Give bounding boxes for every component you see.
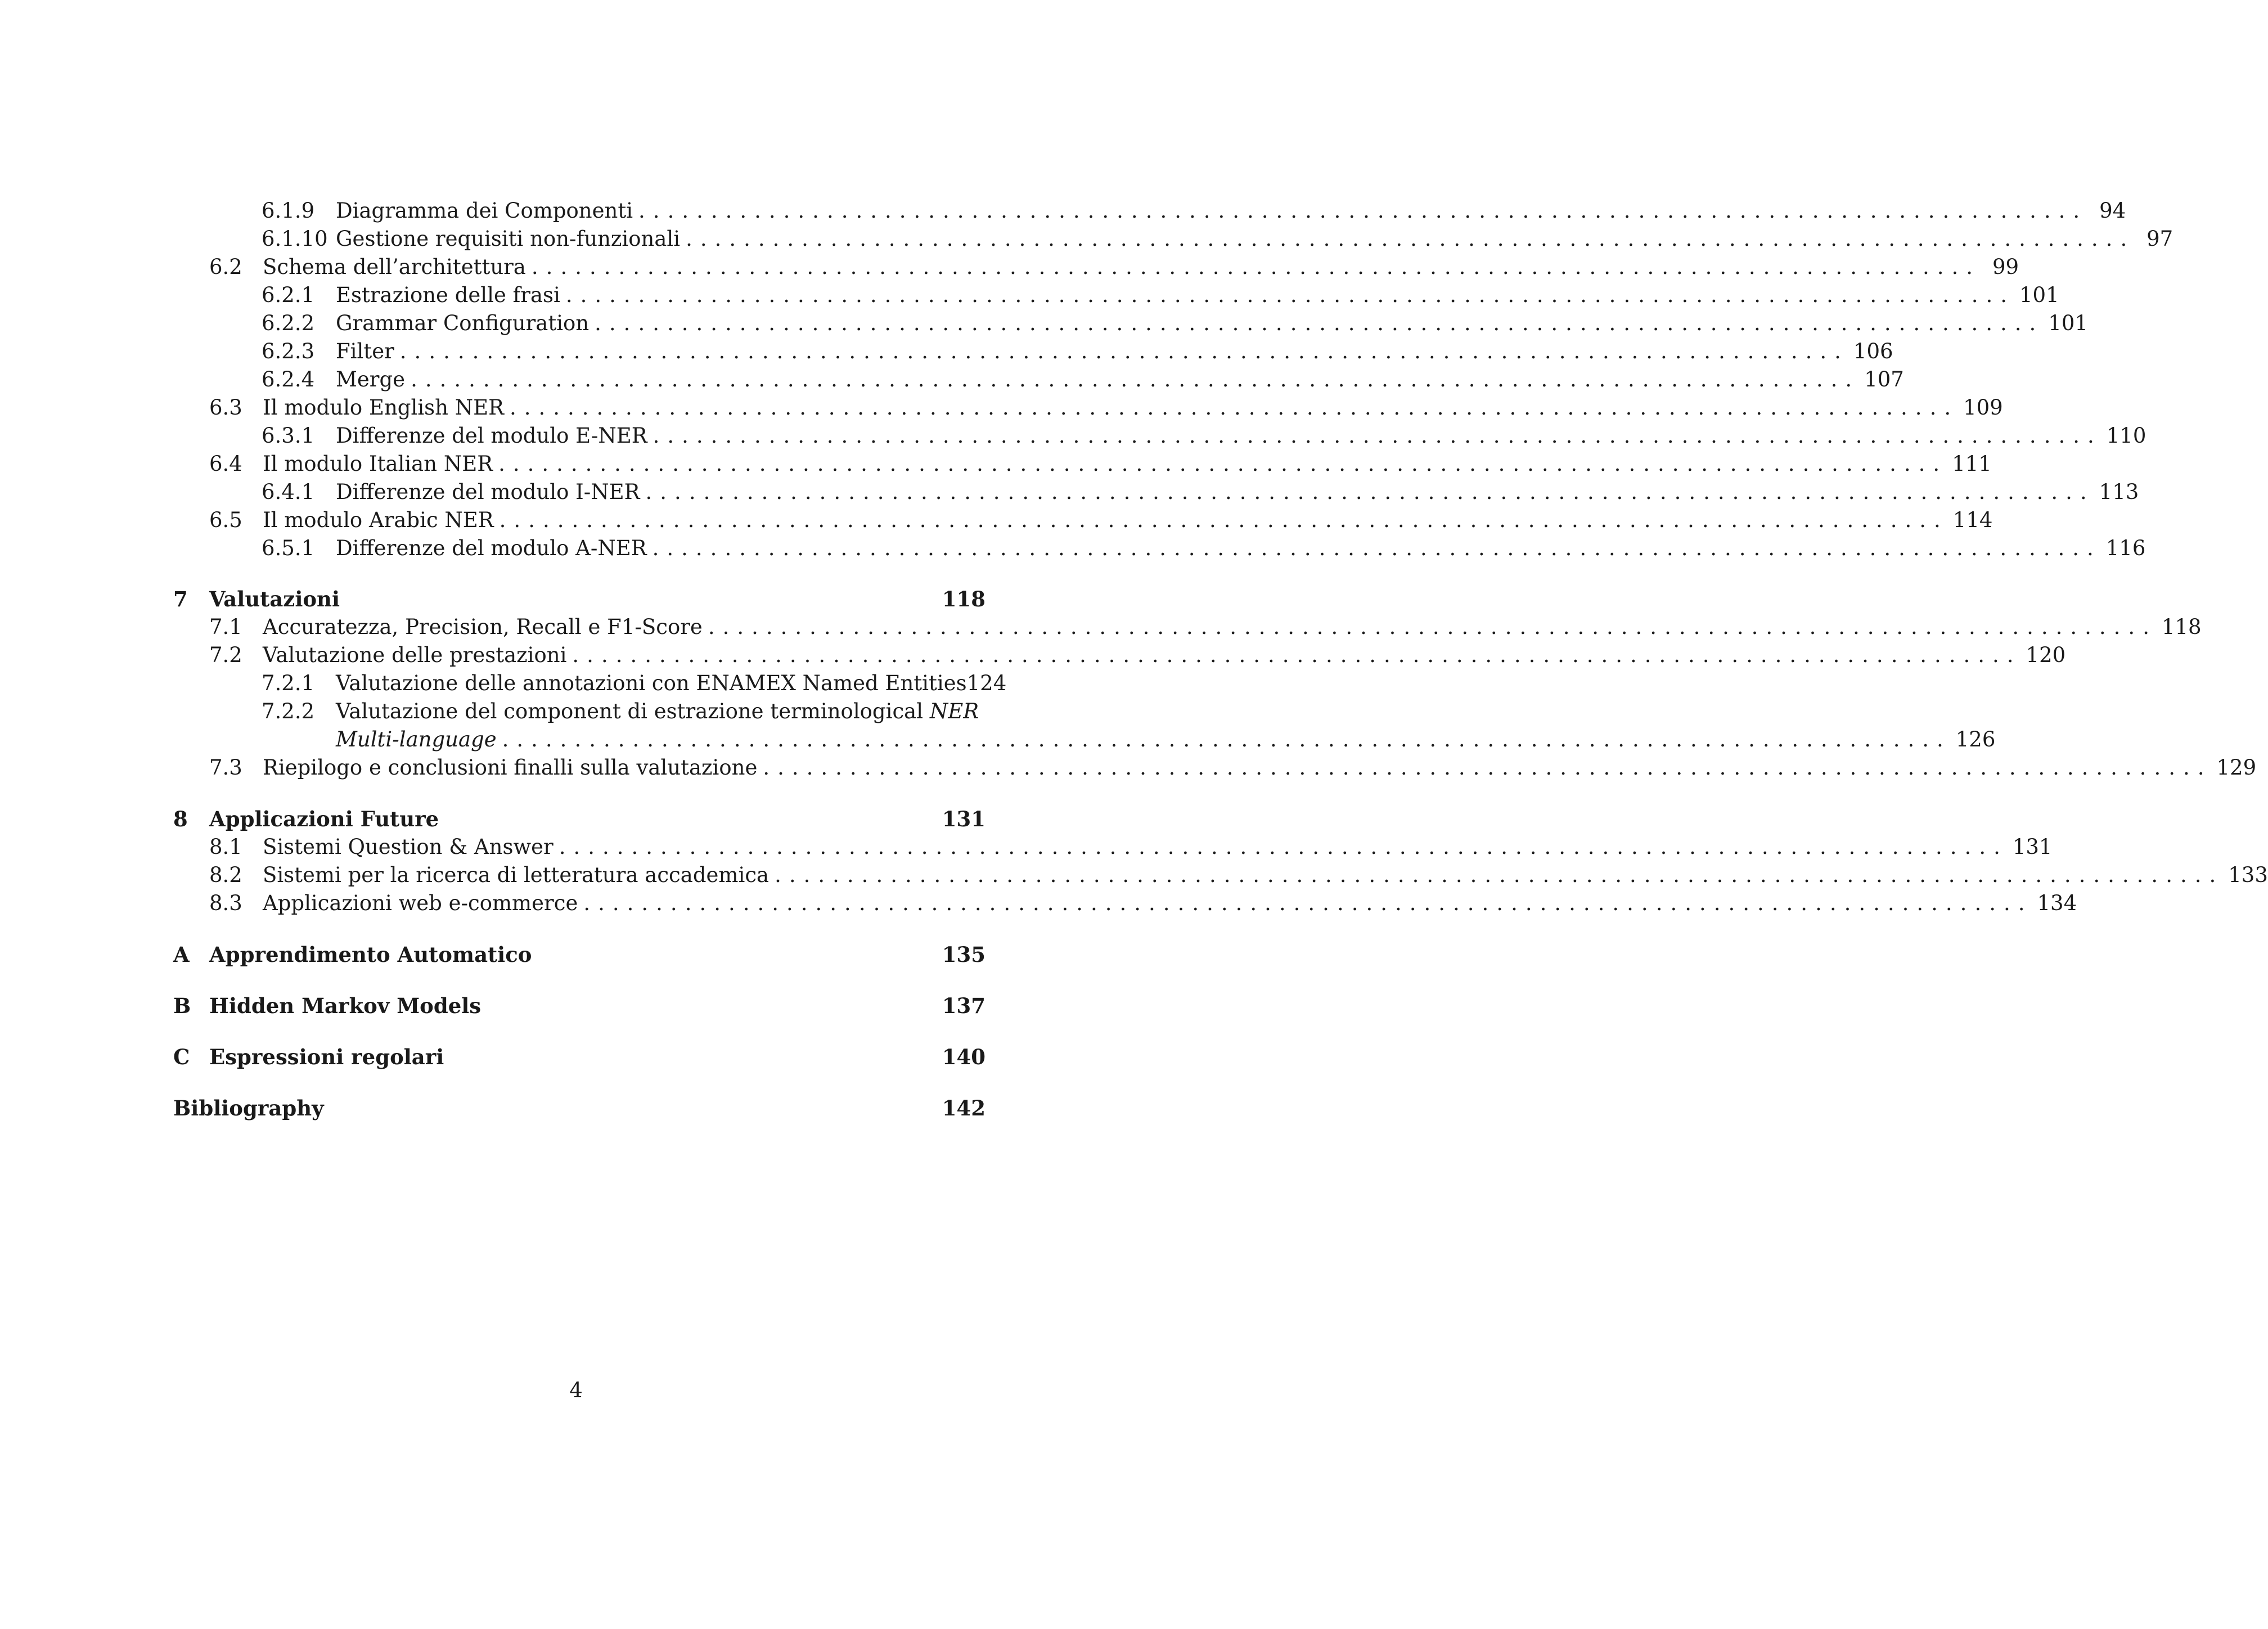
chapter-title: Hidden Markov Models (209, 993, 482, 1018)
entry-title: Filter (336, 339, 394, 363)
entry-number: 7.2 (209, 643, 242, 667)
chapter-page: 118 (942, 587, 986, 611)
dot-leader: .................................................................................................... (595, 311, 2044, 335)
entry-title: Differenze del modulo E-NER (336, 424, 647, 448)
entry-number: 7.1 (209, 615, 242, 639)
entry-page: 116 (2105, 536, 2146, 560)
dot-leader: .................................................................................................... (775, 863, 2224, 887)
entry-number: 6.4 (209, 452, 242, 476)
entry-page: 124 (966, 671, 1007, 695)
chapter-page: 135 (942, 942, 986, 967)
dot-leader: .................................................................................................... (565, 283, 2015, 307)
dot-leader: .................................................................................................... (572, 643, 2022, 667)
entry-number: 6.4.1 (262, 480, 315, 504)
chapter-title: Bibliography (173, 1096, 324, 1120)
entry-page: 106 (1853, 339, 1893, 363)
entry-title: Differenze del modulo A-NER (336, 536, 647, 560)
entry-page: 110 (2106, 424, 2146, 448)
entry-page: 114 (1952, 508, 1993, 532)
toc-entry-7-2-2-continued (173, 726, 1996, 754)
entry-page: 107 (1864, 367, 1904, 392)
entry-number: 8.3 (209, 891, 242, 915)
dot-leader: .................................................................................................... (499, 508, 1948, 532)
entry-page: 118 (2161, 615, 2202, 639)
chapter-page: 140 (942, 1045, 986, 1069)
toc-entry-6-4 (173, 450, 1992, 478)
toc-entry-8-3 (173, 889, 2077, 917)
dot-leader: .................................................................................................... (763, 755, 2212, 780)
toc-entry-6-2-3 (173, 338, 1893, 366)
entry-page: 101 (2048, 311, 2088, 335)
entry-page: 131 (2012, 835, 2053, 859)
entry-page: 99 (1992, 255, 2019, 279)
entry-title: Diagramma dei Componenti (336, 199, 633, 223)
toc-entry-6-2-2 (173, 309, 2088, 338)
chapter-title: Valutazioni (209, 587, 340, 611)
entry-number: 8.2 (209, 863, 242, 887)
entry-number: 6.1.10 (262, 227, 328, 251)
entry-title: Il modulo English NER (263, 395, 504, 420)
entry-number: 6.5 (209, 508, 242, 532)
entry-title (336, 698, 979, 726)
toc-chapter-8 (173, 805, 986, 833)
toc-entry-8-2 (173, 861, 2268, 889)
entry-page: 101 (2019, 283, 2059, 307)
entry-page: 120 (2026, 643, 2066, 667)
entry-number: 6.2.4 (262, 367, 315, 392)
toc-appendix-b (173, 992, 986, 1020)
entry-title: Il modulo Italian NER (263, 452, 493, 476)
entry-title: Sistemi per la ricerca di letteratura accademica (263, 863, 770, 887)
entry-number: 7.3 (209, 755, 242, 780)
toc-entry-7-3 (173, 754, 2257, 782)
toc-entry-7-2-2 (173, 698, 986, 726)
entry-title-continued: Multi-language (336, 727, 497, 752)
chapter-title: Apprendimento Automatico (209, 942, 532, 967)
table-of-contents (173, 197, 2268, 1122)
toc-entry-6-3 (173, 394, 2003, 422)
entry-number: 6.2.2 (262, 311, 315, 335)
toc-entry-6-5 (173, 506, 1993, 534)
dot-leader: .................................................................................................... (645, 480, 2095, 504)
entry-title: Accuratezza, Precision, Recall e F1-Score (263, 615, 703, 639)
chapter-number: 8 (173, 807, 188, 831)
entry-title: Schema dell’architettura (263, 255, 526, 279)
chapter-number: 7 (173, 587, 188, 611)
dot-leader: .................................................................................................... (509, 395, 1959, 420)
chapter-title: Applicazioni Future (209, 807, 439, 831)
entry-title: Il modulo Arabic NER (263, 508, 494, 532)
dot-leader: .................................................................................................... (638, 199, 2088, 223)
entry-number: 6.5.1 (262, 536, 315, 560)
entry-number: 6.3.1 (262, 424, 315, 448)
toc-appendix-a (173, 940, 986, 969)
entry-title-text: Valutazione del component di estrazione terminological (336, 699, 930, 723)
toc-entry-6-5-1 (173, 534, 2146, 562)
toc-entry-6-4-1 (173, 478, 2139, 506)
toc-entry-7-2-1 (173, 669, 1007, 698)
toc-bibliography (173, 1094, 986, 1122)
dot-leader: .................................................................................................... (498, 452, 1948, 476)
dot-leader: .................................................................................................... (411, 367, 1860, 392)
toc-entry-6-1-10 (173, 225, 2174, 253)
chapter-number: C (173, 1045, 190, 1069)
toc-entry-7-2 (173, 641, 2066, 669)
entry-number: 6.2.1 (262, 283, 315, 307)
chapter-number: A (173, 942, 190, 967)
chapter-page: 131 (942, 807, 986, 831)
entry-page: 134 (2037, 891, 2077, 915)
dot-leader: .................................................................................................... (559, 835, 2008, 859)
entry-number: 8.1 (209, 835, 242, 859)
entry-title: Riepilogo e conclusioni finalli sulla valutazione (263, 755, 758, 780)
entry-title: Grammar Configuration (336, 311, 590, 335)
dot-leader: .................................................................................................... (531, 255, 1981, 279)
entry-title: Gestione requisiti non-funzionali (336, 227, 681, 251)
dot-leader: .................................................................................................... (708, 615, 2157, 639)
entry-number: 6.1.9 (262, 199, 315, 223)
entry-title: Applicazioni web e-commerce (263, 891, 578, 915)
toc-appendix-c (173, 1043, 986, 1071)
entry-page: 97 (2146, 227, 2174, 251)
toc-entry-6-3-1 (173, 422, 2146, 450)
entry-title: Merge (336, 367, 406, 392)
entry-title: Valutazione delle annotazioni con ENAMEX Named Entities (336, 671, 967, 695)
entry-page: 94 (2099, 199, 2126, 223)
entry-title: Estrazione delle frasi (336, 283, 560, 307)
entry-page: 111 (1952, 452, 1992, 476)
toc-entry-6-2 (173, 253, 2019, 281)
entry-number: 6.2 (209, 255, 242, 279)
toc-entry-6-1-9 (173, 197, 2126, 225)
dot-leader: .................................................................................................... (652, 536, 2102, 560)
entry-page: 109 (1963, 395, 2003, 420)
dot-leader: .................................................................................................... (583, 891, 2033, 915)
toc-entry-6-2-4 (173, 366, 1904, 394)
dot-leader: .................................................................................................... (652, 424, 2102, 448)
chapter-page: 137 (942, 993, 986, 1018)
entry-page: 129 (2216, 755, 2257, 780)
toc-section-6-continued (173, 197, 2174, 562)
dot-leader: .................................................................................................... (686, 227, 2135, 251)
entry-title: Sistemi Question & Answer (263, 835, 554, 859)
toc-entry-6-2-1 (173, 281, 2059, 309)
entry-number: 6.3 (209, 395, 242, 420)
page-number: 4 (569, 1378, 583, 1402)
entry-number: 6.2.3 (262, 339, 315, 363)
entry-number: 7.2.2 (262, 699, 315, 723)
toc-chapter-7 (173, 585, 986, 613)
toc-entry-7-1 (173, 613, 2202, 641)
entry-number: 7.2.1 (262, 671, 315, 695)
entry-page: 133 (2228, 863, 2268, 887)
entry-page: 113 (2099, 480, 2139, 504)
chapter-page: 142 (942, 1096, 986, 1120)
entry-title-italic: NER (929, 699, 979, 723)
entry-page: 126 (1955, 727, 1996, 752)
chapter-title: Espressioni regolari (209, 1045, 444, 1069)
dot-leader: .................................................................................................... (502, 727, 1951, 752)
chapter-number: B (173, 993, 191, 1018)
entry-title: Valutazione delle prestazioni (263, 643, 567, 667)
entry-title: Differenze del modulo I-NER (336, 480, 640, 504)
toc-entry-8-1 (173, 833, 2053, 861)
dot-leader: .................................................................................................... (399, 339, 1849, 363)
